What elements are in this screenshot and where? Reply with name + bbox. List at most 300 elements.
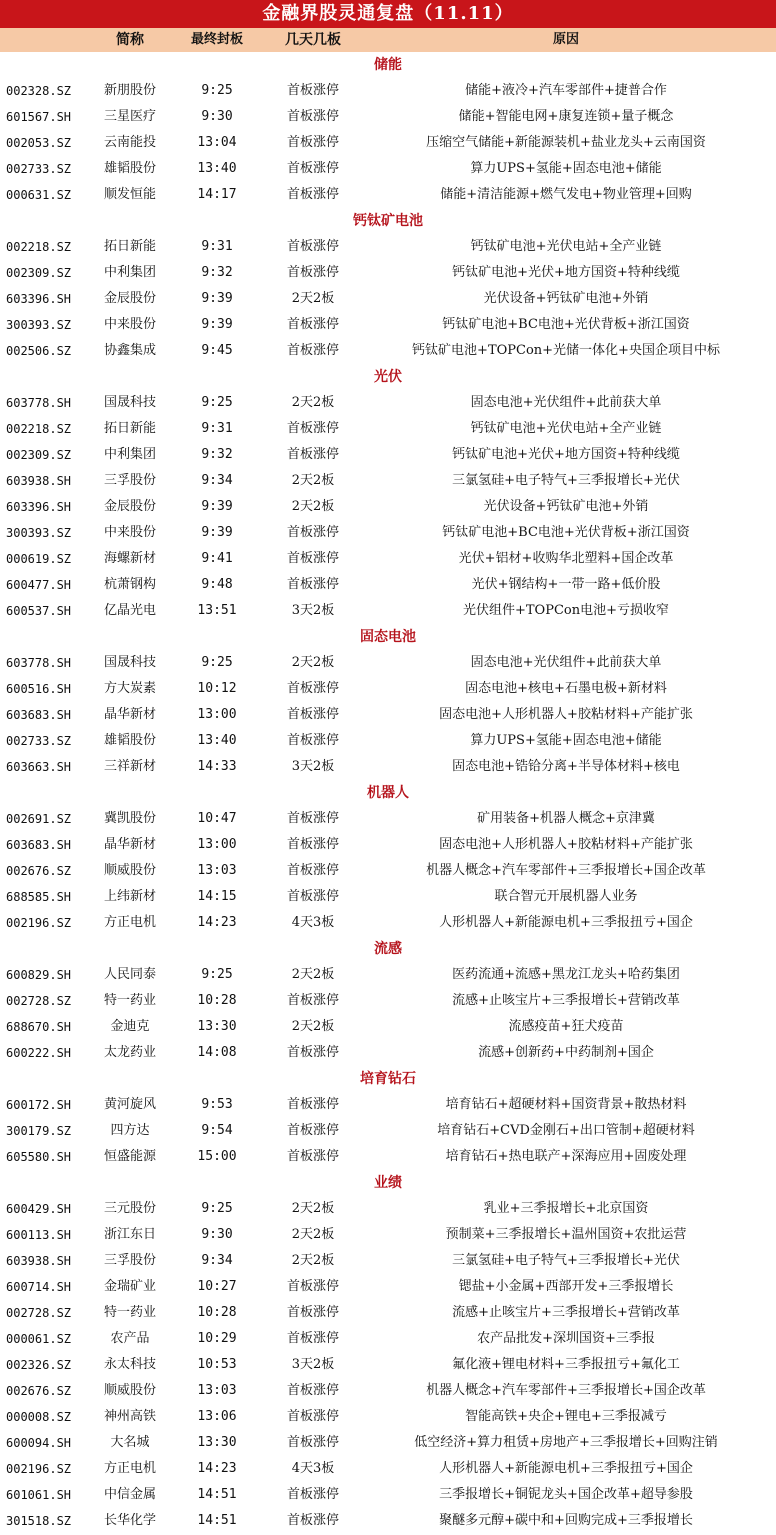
reason-text: 钙钛矿电池+光伏电站+全产业链 — [470, 421, 662, 436]
stock-name: 金辰股份 — [103, 499, 156, 514]
table-row — [0, 676, 776, 702]
stock-name: 四方达 — [110, 1123, 150, 1138]
board-count: 首板涨停 — [286, 1045, 339, 1060]
stock-name: 黄河旋风 — [103, 1097, 156, 1112]
stock-code: 605580.SH — [6, 1150, 72, 1164]
stock-name: 拓日新能 — [103, 421, 156, 436]
reason-text: 培育钻石+CVD金刚石+出口管制+超硬材料 — [437, 1123, 695, 1138]
board-count: 首板涨停 — [286, 1409, 339, 1424]
board-count: 首板涨停 — [286, 1305, 339, 1320]
table-row — [0, 1456, 776, 1482]
header-name: 简称 — [116, 32, 144, 48]
stock-name: 雄韬股份 — [103, 161, 156, 176]
seal-time: 9:31 — [201, 239, 233, 254]
board-count: 首板涨停 — [286, 681, 339, 696]
table-row — [0, 728, 776, 754]
header-time: 最终封板 — [190, 32, 243, 47]
table-row — [0, 962, 776, 988]
stock-code: 600172.SH — [6, 1098, 72, 1112]
stock-name: 三祥新材 — [103, 759, 156, 774]
table-row — [0, 234, 776, 260]
stock-code: 002691.SZ — [6, 812, 72, 826]
seal-time: 15:00 — [197, 1149, 237, 1164]
board-count: 2天2板 — [291, 1227, 335, 1242]
table-row — [0, 260, 776, 286]
table-row — [0, 156, 776, 182]
stock-name: 中信金属 — [103, 1487, 156, 1502]
board-count: 首板涨停 — [286, 135, 339, 150]
table-row — [0, 312, 776, 338]
board-count: 首板涨停 — [286, 161, 339, 176]
table-row — [0, 1092, 776, 1118]
board-count: 首板涨停 — [286, 83, 339, 98]
board-count: 首板涨停 — [286, 1435, 339, 1450]
table-row — [0, 1014, 776, 1040]
reason-text: 固态电池+光伏组件+此前获大单 — [470, 655, 662, 670]
table-row — [0, 1222, 776, 1248]
stock-name: 杭萧钢构 — [103, 577, 156, 592]
stock-code: 002728.SZ — [6, 994, 72, 1008]
seal-time: 10:29 — [197, 1331, 237, 1346]
stock-code: 000631.SZ — [6, 188, 72, 202]
stock-name: 顺威股份 — [103, 863, 156, 878]
board-count: 首板涨停 — [286, 1487, 339, 1502]
board-count: 2天2板 — [291, 655, 335, 670]
reason-text: 三季报增长+铜铌龙头+国企改革+超导参股 — [439, 1487, 693, 1502]
board-count: 首板涨停 — [286, 707, 339, 722]
stock-name: 恒盛能源 — [103, 1149, 156, 1164]
board-count: 2天2板 — [291, 291, 335, 306]
stock-code: 002326.SZ — [6, 1358, 72, 1372]
board-count: 3天2板 — [291, 759, 335, 774]
board-count: 首板涨停 — [286, 421, 339, 436]
header-days: 几天几板 — [285, 32, 341, 48]
table-row — [0, 702, 776, 728]
table-row — [0, 338, 776, 364]
board-count: 首板涨停 — [286, 1513, 339, 1528]
stock-code: 601061.SH — [6, 1488, 72, 1502]
stock-name: 方大炭素 — [103, 681, 156, 696]
stock-name: 三元股份 — [103, 1201, 156, 1216]
board-count: 首板涨停 — [286, 239, 339, 254]
table-row — [0, 1482, 776, 1508]
table-row — [0, 806, 776, 832]
stock-code: 002309.SZ — [6, 266, 72, 280]
reason-text: 流感+创新药+中药制剂+国企 — [478, 1045, 654, 1060]
table-row — [0, 1378, 776, 1404]
table-row — [0, 78, 776, 104]
seal-time: 14:33 — [197, 759, 237, 774]
stock-name: 上纬新材 — [103, 889, 156, 904]
stock-name: 国晟科技 — [103, 655, 156, 670]
reason-text: 固态电池+核电+石墨电极+新材料 — [465, 681, 667, 696]
table-row — [0, 1274, 776, 1300]
stock-name: 方正电机 — [103, 915, 156, 930]
stock-code: 002218.SZ — [6, 422, 72, 436]
reason-text: 矿用装备+机器人概念+京津冀 — [477, 811, 655, 826]
stock-code: 603778.SH — [6, 396, 72, 410]
table-row — [0, 1196, 776, 1222]
table-row — [0, 1248, 776, 1274]
reason-text: 农产品批发+深圳国资+三季报 — [477, 1331, 655, 1346]
section-heading: 固态电池 — [360, 629, 416, 645]
section-heading: 业绩 — [374, 1175, 402, 1191]
board-count: 首板涨停 — [286, 265, 339, 280]
stock-code: 688670.SH — [6, 1020, 72, 1034]
table-row — [0, 520, 776, 546]
seal-time: 9:53 — [201, 1097, 233, 1112]
board-count: 首板涨停 — [286, 1123, 339, 1138]
reason-text: 三氯氢硅+电子特气+三季报增长+光伏 — [452, 473, 680, 488]
seal-time: 10:47 — [197, 811, 237, 826]
seal-time: 9:34 — [201, 1253, 233, 1268]
board-count: 2天2板 — [291, 473, 335, 488]
reason-text: 培育钻石+超硬材料+国资背景+散热材料 — [445, 1097, 687, 1112]
reason-text: 低空经济+算力租赁+房地产+三季报增长+回购注销 — [414, 1435, 718, 1450]
table-row — [0, 442, 776, 468]
reason-text: 机器人概念+汽车零部件+三季报增长+国企改革 — [426, 863, 706, 878]
stock-code: 600094.SH — [6, 1436, 72, 1450]
seal-time: 13:40 — [197, 733, 237, 748]
stock-code: 000008.SZ — [6, 1410, 72, 1424]
seal-time: 9:31 — [201, 421, 233, 436]
board-count: 2天2板 — [291, 967, 335, 982]
board-count: 2天2板 — [291, 1201, 335, 1216]
stock-code: 600829.SH — [6, 968, 72, 982]
stock-name: 顺威股份 — [103, 1383, 156, 1398]
seal-time: 9:30 — [201, 1227, 233, 1242]
table-row — [0, 988, 776, 1014]
reason-text: 储能+智能电网+康复连锁+量子概念 — [458, 109, 674, 124]
table-row — [0, 1326, 776, 1352]
section-heading: 流感 — [374, 941, 402, 957]
stock-code: 603938.SH — [6, 1254, 72, 1268]
board-count: 首板涨停 — [286, 889, 339, 904]
table-row — [0, 130, 776, 156]
reason-text: 固态电池+光伏组件+此前获大单 — [470, 395, 662, 410]
seal-time: 13:40 — [197, 161, 237, 176]
stock-name: 雄韬股份 — [103, 733, 156, 748]
reason-text: 储能+清洁能源+燃气发电+物业管理+回购 — [440, 187, 692, 202]
seal-time: 9:30 — [201, 109, 233, 124]
stock-code: 600429.SH — [6, 1202, 72, 1216]
reason-text: 光伏组件+TOPCon电池+亏损收窄 — [462, 603, 669, 618]
seal-time: 14:17 — [197, 187, 237, 202]
board-count: 首板涨停 — [286, 993, 339, 1008]
table-row — [0, 390, 776, 416]
section-heading: 储能 — [374, 57, 402, 73]
table-row — [0, 858, 776, 884]
page-title: 金融界股灵通复盘（11.11） — [0, 0, 776, 28]
reason-text: 钙钛矿电池+BC电池+光伏背板+浙江国资 — [442, 525, 690, 540]
table-row — [0, 572, 776, 598]
stock-name: 三孚股份 — [103, 473, 156, 488]
stock-name: 中利集团 — [103, 265, 156, 280]
stock-code: 603683.SH — [6, 838, 72, 852]
stock-code: 603778.SH — [6, 656, 72, 670]
board-count: 3天2板 — [291, 603, 335, 618]
table-row — [0, 1508, 776, 1534]
stock-code: 300179.SZ — [6, 1124, 72, 1138]
table-row — [0, 546, 776, 572]
reason-text: 钙钛矿电池+光伏+地方国资+特种线缆 — [452, 447, 680, 462]
table-header — [0, 28, 776, 52]
board-count: 2天2板 — [291, 395, 335, 410]
table-row — [0, 286, 776, 312]
board-count: 首板涨停 — [286, 551, 339, 566]
seal-time: 9:45 — [201, 343, 233, 358]
reason-text: 光伏+钢结构+一带一路+低价股 — [471, 577, 661, 592]
stock-code: 300393.SZ — [6, 318, 72, 332]
reason-text: 钙钛矿电池+TOPCon+光储一体化+央国企项目中标 — [412, 343, 720, 358]
stock-name: 拓日新能 — [103, 239, 156, 254]
seal-time: 9:25 — [201, 1201, 233, 1216]
stock-code: 603938.SH — [6, 474, 72, 488]
board-count: 首板涨停 — [286, 811, 339, 826]
stock-code: 600222.SH — [6, 1046, 72, 1060]
board-count: 首板涨停 — [286, 577, 339, 592]
stock-code: 002053.SZ — [6, 136, 72, 150]
stock-name: 金迪克 — [110, 1019, 150, 1034]
stock-name: 亿晶光电 — [103, 603, 156, 618]
stock-name: 神州高铁 — [103, 1409, 156, 1424]
stock-code: 002328.SZ — [6, 84, 72, 98]
stock-name: 农产品 — [110, 1331, 150, 1346]
seal-time: 10:53 — [197, 1357, 237, 1372]
board-count: 首板涨停 — [286, 187, 339, 202]
reason-text: 三氯氢硅+电子特气+三季报增长+光伏 — [452, 1253, 680, 1268]
seal-time: 13:03 — [197, 1383, 237, 1398]
stock-name: 国晟科技 — [103, 395, 156, 410]
reason-text: 算力UPS+氢能+固态电池+储能 — [470, 161, 662, 176]
stock-name: 顺发恒能 — [103, 187, 156, 202]
seal-time: 10:27 — [197, 1279, 237, 1294]
reason-text: 储能+液冷+汽车零部件+捷普合作 — [465, 83, 667, 98]
board-count: 2天2板 — [291, 499, 335, 514]
reason-text: 固态电池+锆铪分离+半导体材料+核电 — [452, 759, 680, 774]
stock-code: 300393.SZ — [6, 526, 72, 540]
table-row — [0, 884, 776, 910]
stock-code: 002676.SZ — [6, 1384, 72, 1398]
seal-time: 9:25 — [201, 655, 233, 670]
stock-name: 永太科技 — [103, 1357, 156, 1372]
board-count: 首板涨停 — [286, 1097, 339, 1112]
reason-text: 固态电池+人形机器人+胶粘材料+产能扩张 — [439, 707, 693, 722]
reason-text: 固态电池+人形机器人+胶粘材料+产能扩张 — [439, 837, 693, 852]
reason-text: 乳业+三季报增长+北京国资 — [483, 1201, 649, 1216]
table-row — [0, 1040, 776, 1066]
stock-name: 海螺新材 — [103, 551, 156, 566]
reason-text: 联合智元开展机器人业务 — [494, 889, 638, 904]
stock-code: 603683.SH — [6, 708, 72, 722]
stock-name: 中来股份 — [103, 525, 156, 540]
stock-name: 金辰股份 — [103, 291, 156, 306]
table-row — [0, 650, 776, 676]
seal-time: 9:54 — [201, 1123, 233, 1138]
table-row — [0, 1118, 776, 1144]
reason-text: 钙钛矿电池+光伏电站+全产业链 — [470, 239, 662, 254]
seal-time: 9:25 — [201, 967, 233, 982]
stock-code: 002506.SZ — [6, 344, 72, 358]
board-count: 3天2板 — [291, 1357, 335, 1372]
stock-name: 晶华新材 — [103, 707, 156, 722]
seal-time: 9:39 — [201, 525, 233, 540]
seal-time: 10:12 — [197, 681, 237, 696]
section-heading: 培育钻石 — [360, 1071, 416, 1087]
section-heading: 机器人 — [367, 785, 409, 801]
stock-code: 600714.SH — [6, 1280, 72, 1294]
stock-code: 002196.SZ — [6, 1462, 72, 1476]
header-reason: 原因 — [552, 32, 579, 47]
seal-time: 14:51 — [197, 1487, 237, 1502]
seal-time: 9:25 — [201, 83, 233, 98]
stock-name: 中来股份 — [103, 317, 156, 332]
stock-code: 301518.SZ — [6, 1514, 72, 1528]
table-row — [0, 598, 776, 624]
seal-time: 10:28 — [197, 1305, 237, 1320]
seal-time: 13:03 — [197, 863, 237, 878]
stock-name: 三星医疗 — [103, 109, 156, 124]
stock-name: 长华化学 — [103, 1513, 156, 1528]
reason-text: 锶盐+小金属+西部开发+三季报增长 — [458, 1279, 674, 1294]
board-count: 首板涨停 — [286, 837, 339, 852]
table-row — [0, 182, 776, 208]
seal-time: 9:39 — [201, 317, 233, 332]
seal-time: 9:48 — [201, 577, 233, 592]
reason-text: 氟化液+锂电材料+三季报扭亏+氟化工 — [452, 1357, 680, 1372]
stock-code: 002196.SZ — [6, 916, 72, 930]
table-row — [0, 1144, 776, 1170]
seal-time: 13:06 — [197, 1409, 237, 1424]
stock-code: 002309.SZ — [6, 448, 72, 462]
seal-time: 10:28 — [197, 993, 237, 1008]
seal-time: 14:15 — [197, 889, 237, 904]
board-count: 4天3板 — [291, 915, 335, 930]
stock-code: 600113.SH — [6, 1228, 72, 1242]
stock-code: 688585.SH — [6, 890, 72, 904]
reason-text: 流感疫苗+狂犬疫苗 — [508, 1019, 624, 1034]
stock-name: 方正电机 — [103, 1461, 156, 1476]
seal-time: 14:51 — [197, 1513, 237, 1528]
stock-name: 晶华新材 — [103, 837, 156, 852]
table-row — [0, 1352, 776, 1378]
reason-text: 机器人概念+汽车零部件+三季报增长+国企改革 — [426, 1383, 706, 1398]
stock-name: 特一药业 — [103, 1305, 156, 1320]
board-count: 首板涨停 — [286, 447, 339, 462]
board-count: 首板涨停 — [286, 343, 339, 358]
table-row — [0, 494, 776, 520]
board-count: 2天2板 — [291, 1019, 335, 1034]
header-code — [0, 28, 96, 52]
table-row — [0, 832, 776, 858]
seal-time: 13:00 — [197, 837, 237, 852]
stock-name: 新朋股份 — [103, 83, 156, 98]
reason-text: 光伏设备+钙钛矿电池+外销 — [483, 291, 649, 306]
board-count: 首板涨停 — [286, 1279, 339, 1294]
board-count: 4天3板 — [291, 1461, 335, 1476]
board-count: 首板涨停 — [286, 1149, 339, 1164]
reason-text: 人形机器人+新能源电机+三季报扭亏+国企 — [439, 915, 693, 930]
board-count: 首板涨停 — [286, 317, 339, 332]
section-heading: 光伏 — [374, 369, 402, 385]
stock-name: 云南能投 — [103, 135, 156, 150]
reason-text: 人形机器人+新能源电机+三季报扭亏+国企 — [439, 1461, 693, 1476]
stock-code: 600537.SH — [6, 604, 72, 618]
seal-time: 14:23 — [197, 915, 237, 930]
table-row — [0, 1404, 776, 1430]
seal-time: 9:32 — [201, 265, 233, 280]
reason-text: 医药流通+流感+黑龙江龙头+哈药集团 — [452, 967, 680, 982]
stock-code: 000061.SZ — [6, 1332, 72, 1346]
reason-text: 钙钛矿电池+BC电池+光伏背板+浙江国资 — [442, 317, 690, 332]
table-row — [0, 1300, 776, 1326]
stock-code: 002676.SZ — [6, 864, 72, 878]
reason-text: 压缩空气储能+新能源装机+盐业龙头+云南国资 — [426, 135, 706, 150]
stock-name: 中利集团 — [103, 447, 156, 462]
board-count: 首板涨停 — [286, 109, 339, 124]
board-count: 2天2板 — [291, 1253, 335, 1268]
stock-code: 601567.SH — [6, 110, 72, 124]
seal-time: 14:23 — [197, 1461, 237, 1476]
seal-time: 9:39 — [201, 291, 233, 306]
stock-code: 002218.SZ — [6, 240, 72, 254]
seal-time: 13:04 — [197, 135, 237, 150]
stock-name: 冀凯股份 — [103, 811, 156, 826]
stock-name: 大名城 — [110, 1435, 150, 1450]
table-row — [0, 754, 776, 780]
reason-text: 聚醚多元醇+碳中和+回购完成+三季报增长 — [439, 1513, 693, 1528]
seal-time: 9:34 — [201, 473, 233, 488]
table-row — [0, 416, 776, 442]
stock-code: 603663.SH — [6, 760, 72, 774]
seal-time: 9:39 — [201, 499, 233, 514]
seal-time: 14:08 — [197, 1045, 237, 1060]
reason-text: 预制菜+三季报增长+温州国资+农批运营 — [445, 1227, 687, 1242]
seal-time: 13:30 — [197, 1435, 237, 1450]
stock-code: 603396.SH — [6, 500, 72, 514]
seal-time: 9:32 — [201, 447, 233, 462]
stock-name: 特一药业 — [103, 993, 156, 1008]
stock-code: 002728.SZ — [6, 1306, 72, 1320]
stock-name: 人民同泰 — [103, 967, 156, 982]
stock-code: 600516.SH — [6, 682, 72, 696]
reason-text: 流感+止咳宝片+三季报增长+营销改革 — [452, 993, 680, 1008]
reason-text: 光伏设备+钙钛矿电池+外销 — [483, 499, 649, 514]
stock-code: 002733.SZ — [6, 734, 72, 748]
reason-text: 流感+止咳宝片+三季报增长+营销改革 — [452, 1305, 680, 1320]
stock-name: 三孚股份 — [103, 1253, 156, 1268]
stock-name: 浙江东日 — [103, 1227, 156, 1242]
seal-time: 13:30 — [197, 1019, 237, 1034]
section-heading: 钙钛矿电池 — [353, 213, 423, 229]
stock-code: 002733.SZ — [6, 162, 72, 176]
table-row — [0, 1430, 776, 1456]
board-count: 首板涨停 — [286, 1383, 339, 1398]
reason-text: 算力UPS+氢能+固态电池+储能 — [470, 733, 662, 748]
reason-text: 光伏+铝材+收购华北塑料+国企改革 — [458, 551, 674, 566]
seal-time: 9:41 — [201, 551, 233, 566]
seal-time: 13:51 — [197, 603, 237, 618]
stock-code: 000619.SZ — [6, 552, 72, 566]
stock-code: 603396.SH — [6, 292, 72, 306]
board-count: 首板涨停 — [286, 1331, 339, 1346]
reason-text: 培育钻石+热电联产+深海应用+固废处理 — [445, 1149, 687, 1164]
table-row — [0, 104, 776, 130]
seal-time: 9:25 — [201, 395, 233, 410]
stock-name: 金瑞矿业 — [103, 1279, 156, 1294]
table-row — [0, 468, 776, 494]
reason-text: 钙钛矿电池+光伏+地方国资+特种线缆 — [452, 265, 680, 280]
